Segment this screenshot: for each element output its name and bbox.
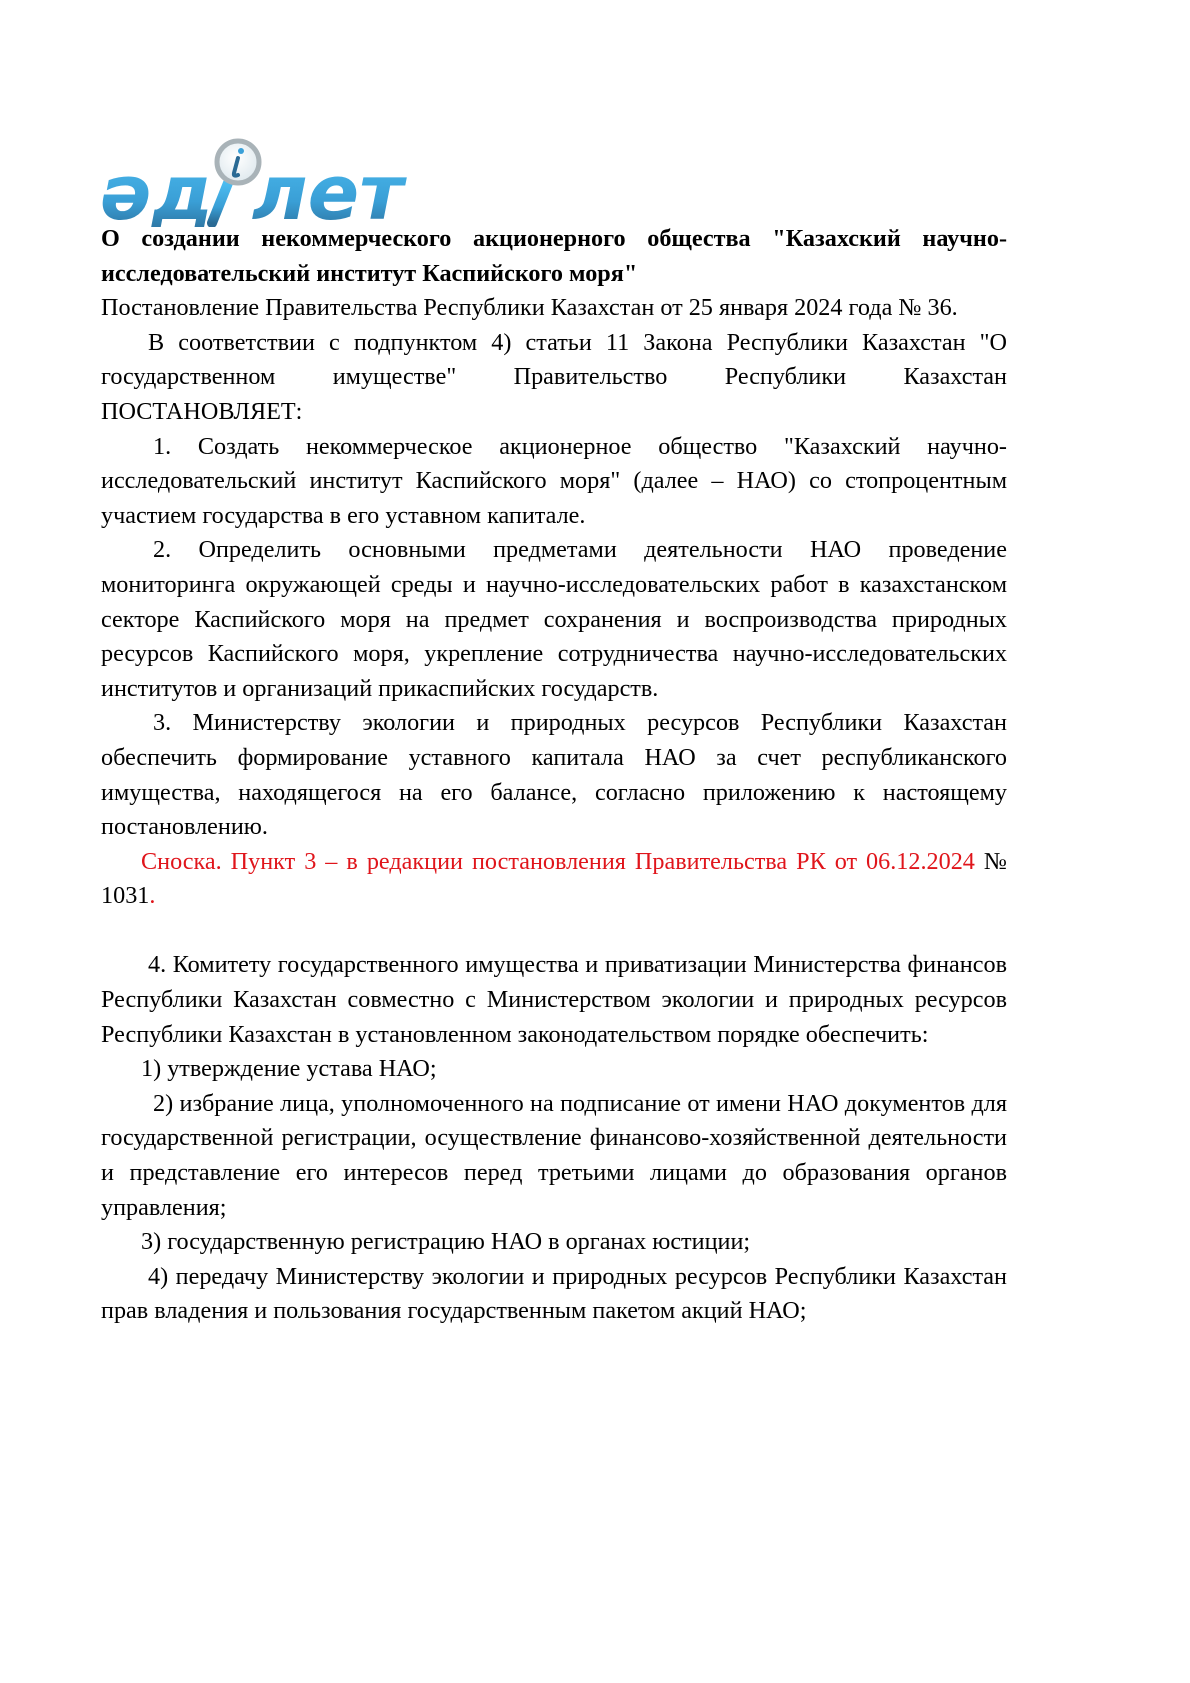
item-4: 4. Комитету государственного имущества и приватизации Министерства финансов Республики Казахстан совместно с Министерством экологии и природных ресурсов Республики Казахстан в установленном законодательством порядке обеспечить:: [101, 951, 1007, 1048]
footnote-text: Сноска. Пункт 3 – в редакции постановления Правительства РК от 06.12.2024: [141, 847, 975, 875]
preamble: В соответствии с подпунктом 4) статьи 11 Закона Республики Казахстан "О государственном имуществе" Правительство Республики Казахстан ПОСТАНОВЛЯЕТ:: [101, 328, 1007, 425]
subitem-2: 2) избрание лица, уполномоченного на подписание от имени НАО документов для государственной регистрации, осуществление финансово-хозяйственной деятельности и представление его интересов перед третьими лицами до образования органов управления;: [101, 1089, 1007, 1221]
item-1: 1. Создать некоммерческое акционерное общество "Казахский научно-исследовательский институт Каспийского моря" (далее – НАО) со стопроцентным участием государства в его уставном капитале.: [101, 432, 1007, 529]
document-subtitle: Постановление Правительства Республики Казахстан от 25 января 2024 года № 36.: [101, 294, 958, 322]
subitem-4: 4) передачу Министерству экологии и природных ресурсов Республики Казахстан прав владения и пользования государственным пакетом акций НАО;: [101, 1262, 1007, 1325]
document-body: [101, 222, 1007, 1329]
footnote: [101, 845, 1007, 914]
item-2: 2. Определить основными предметами деятельности НАО проведение мониторинга окружающей среды и научно-исследовательских работ в казахстанском секторе Каспийского моря на предмет сохранения и воспроизводства природных ресурсов Каспийского моря, укрепление сотрудничества научно-исследовательских институтов и организаций прикаспийских государств.: [101, 536, 1007, 702]
logo-text-ad: әд: [100, 148, 213, 227]
logo-text-let: лет: [252, 148, 404, 227]
subitem-1: 1) утверждение устава НАО;: [141, 1055, 437, 1083]
adilet-logo: [100, 135, 410, 227]
adilet-logo-graphic: [100, 135, 410, 227]
footnote-link[interactable]: № 1031: [101, 847, 1007, 910]
item-3: 3. Министерству экологии и природных ресурсов Республики Казахстан обеспечить формирование уставного капитала НАО за счет республиканского имущества, находящегося на его балансе, согласно приложению к настоящему постановлению.: [101, 709, 1007, 841]
spacer: [101, 914, 1007, 949]
magnifier-handle: [212, 183, 228, 223]
subitem-3: 3) государственную регистрацию НАО в органах юстиции;: [141, 1228, 751, 1256]
document-title: О создании некоммерческого акционерного общества "Казахский научно-исследовательский институт Каспийского моря": [101, 225, 1007, 287]
footnote-end: .: [149, 882, 156, 910]
